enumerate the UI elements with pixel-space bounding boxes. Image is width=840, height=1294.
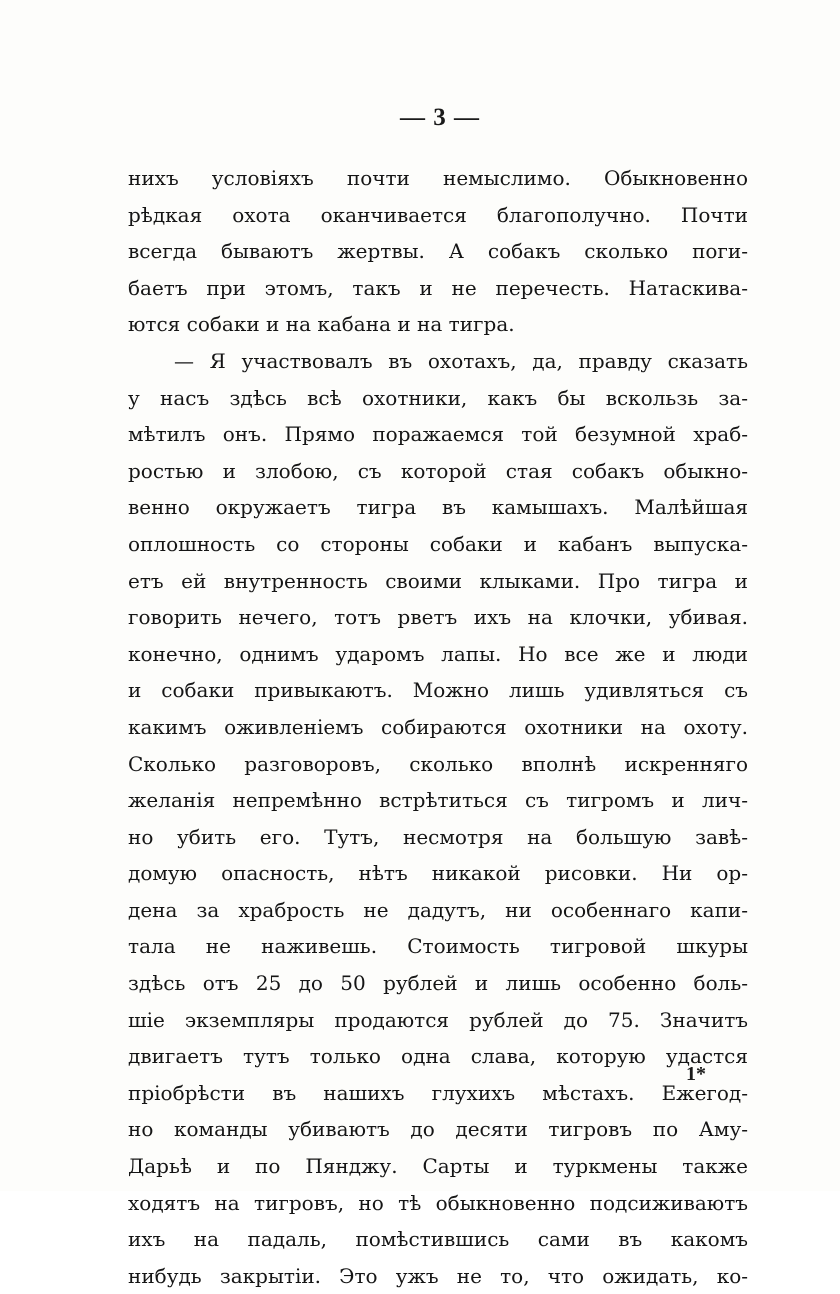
text-line: ходятъ на тигровъ, но тѣ обыкновенно подсиживаютъ [128, 1190, 748, 1215]
text-line: домую опасность, нѣтъ никакой рисовки. Ни ор- [128, 861, 748, 886]
text-line: здѣсь отъ 25 до 50 рублей и лишь особенно боль- [128, 971, 748, 996]
text-line: ются собаки и на кабана и на тигра. [128, 312, 515, 337]
text-line: рѣдкая охота оканчивается благополучно. Почти [128, 202, 748, 227]
text-line: но убить его. Тутъ, несмотря на большую завѣ- [128, 824, 748, 849]
text-line: говорить нечего, тотъ рветъ ихъ на клочки, убивая. [128, 605, 748, 630]
text-line: баетъ при этомъ, такъ и не перечесть. Натаскива- [128, 275, 748, 300]
text-line: ростью и злобою, съ которой стая собакъ обыкно- [128, 458, 748, 483]
text-line: мѣтилъ онъ. Прямо поражаемся той безумной храб- [128, 422, 748, 447]
text-line: у насъ здѣсь всѣ охотники, какъ бы вскользь за- [128, 385, 748, 410]
text-line: двигаетъ тутъ только одна слава, которую удастся [128, 1044, 748, 1069]
text-line: пріобрѣсти въ нашихъ глухихъ мѣстахъ. Ежегод- [128, 1080, 748, 1105]
signature-mark: 1* [686, 1063, 706, 1085]
text-line: ихъ на падаль, помѣстившись сами въ какомъ [128, 1227, 748, 1252]
text-line: нихъ условіяхъ почти немыслимо. Обыкновенно [128, 166, 748, 190]
text-line: нибудь закрытіи. Это ужъ не то, что ожидать, ко- [128, 1263, 748, 1288]
body-text [128, 160, 748, 1294]
text-line: тала не наживешь. Стоимость тигровой шкуры [128, 934, 748, 959]
text-line: и собаки привыкаютъ. Можно лишь удивляться съ [128, 678, 748, 703]
text-line: конечно, однимъ ударомъ лапы. Но все же и люди [128, 641, 748, 666]
text-line: всегда бываютъ жертвы. А собакъ сколько поги- [128, 239, 748, 264]
text-line: шіе экземпляры продаются рублей до 75. Значитъ [128, 1007, 748, 1032]
text-line: но команды убиваютъ до десяти тигровъ по Аму- [128, 1117, 748, 1142]
text-line: — Я участвовалъ въ охотахъ, да, правду сказать [174, 348, 748, 373]
text-line: дена за храбрость не дадутъ, ни особеннаго капи- [128, 897, 748, 922]
text-line: Сколько разговоровъ, сколько вполнѣ искренняго [128, 751, 748, 776]
page-number: — 3 — [400, 104, 480, 131]
text-line: оплошность со стороны собаки и кабанъ выпуска- [128, 531, 748, 556]
text-line: венно окружаетъ тигра въ камышахъ. Малѣйшая [128, 495, 748, 520]
text-line: какимъ оживленіемъ собираются охотники на охоту. [128, 714, 748, 739]
text-line: етъ ей внутренность своими клыками. Про тигра и [128, 568, 748, 593]
text-line: желанія непремѣнно встрѣтиться съ тигромъ и лич- [128, 788, 748, 813]
text-line: Дарьѣ и по Пянджу. Сарты и туркмены также [128, 1154, 748, 1179]
